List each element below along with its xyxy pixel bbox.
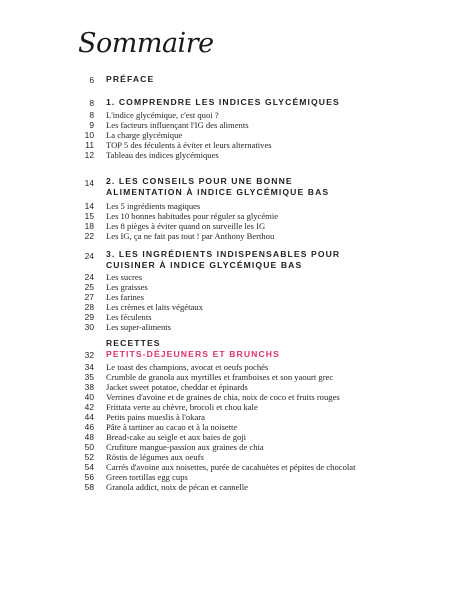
toc-item-label: Tableau des indices glycémiques <box>106 150 219 160</box>
toc-item-page: 30 <box>84 322 94 332</box>
toc-item-label: Les sucres <box>106 272 143 282</box>
toc-item-page: 38 <box>84 382 94 392</box>
toc-item-page: 48 <box>84 432 94 442</box>
recipes-subsection-title: PETITS-DÉJEUNERS ET BRUNCHS <box>106 349 280 359</box>
toc-item-label: Les féculents <box>106 312 152 322</box>
toc-item-page: 56 <box>84 472 94 482</box>
toc-item-page: 42 <box>84 402 94 412</box>
toc-section-page: 24 <box>84 251 94 261</box>
toc-item-label: Carrés d'avoine aux noisettes, purée de cacahuètes et pépites de chocolat <box>106 462 356 472</box>
toc-section-title: 3. LES INGRÉDIENTS INDISPENSABLES POUR CUISINER À INDICE GLYCÉMIQUE BAS <box>106 249 341 270</box>
toc-section-page: 32 <box>84 350 94 360</box>
toc-item-label: Les IG, ça ne fait pas tout ! par Anthony Berthou <box>106 231 275 241</box>
toc-item-label: Bread-cake au seigle et aux baies de goji <box>106 432 247 442</box>
toc-item-page: 22 <box>84 231 94 241</box>
toc-item-label: Green tortillas egg cups <box>106 472 188 482</box>
toc-item-label: Les farines <box>106 292 144 302</box>
toc-item-label: Les super-aliments <box>106 322 171 332</box>
toc-item-label: La charge glycémique <box>106 130 183 140</box>
toc-item-page: 15 <box>84 211 94 221</box>
toc-item-page: 27 <box>84 292 94 302</box>
toc-item-page: 58 <box>84 482 94 492</box>
toc-section-title: 1. COMPRENDRE LES INDICES GLYCÉMIQUES <box>106 97 340 107</box>
toc-item-page: 52 <box>84 452 94 462</box>
toc-item-label: Crufiture mangue-passion aux graines de chia <box>106 442 264 452</box>
toc-item-page: 35 <box>84 372 94 382</box>
toc-item-page: 50 <box>84 442 94 452</box>
toc-item-label: Röstis de légumes aux oeufs <box>106 452 204 462</box>
toc-item-page: 9 <box>89 120 94 130</box>
recipes-heading: RECETTES <box>106 338 161 348</box>
toc-item-label: L'indice glycémique, c'est quoi ? <box>106 110 219 120</box>
toc-section-page: 8 <box>89 98 94 108</box>
toc-section-title: PRÉFACE <box>106 74 155 84</box>
toc-item-page: 12 <box>84 150 94 160</box>
toc-item-label: Les graisses <box>106 282 148 292</box>
toc-item-label: Pâte à tartiner au cacao et à la noisette <box>106 422 238 432</box>
toc-item-label: Verrines d'avoine et de graines de chia, noix de coco et fruits rouges <box>106 392 340 402</box>
toc-item-page: 8 <box>89 110 94 120</box>
toc-item-page: 14 <box>84 201 94 211</box>
toc-item-label: Crumble de granola aux myrtilles et framboises et son yaourt grec <box>106 372 334 382</box>
toc-item-label: Granola addict, noix de pécan et cannelle <box>106 482 248 492</box>
toc-item-page: 54 <box>84 462 94 472</box>
toc-item-page: 46 <box>84 422 94 432</box>
toc-item-label: Jacket sweet potatoe, cheddar et épinards <box>106 382 248 392</box>
toc-item-page: 11 <box>85 140 94 150</box>
toc-item-page: 44 <box>84 412 94 422</box>
toc-section-page: 14 <box>84 178 94 188</box>
toc-item-label: Les crèmes et laits végétaux <box>106 302 203 312</box>
toc-item-page: 28 <box>84 302 94 312</box>
toc-item-label: TOP 5 des féculents à éviter et leurs alternatives <box>106 140 272 150</box>
toc-item-page: 18 <box>84 221 94 231</box>
toc-item-page: 34 <box>84 362 94 372</box>
toc-section-title: 2. LES CONSEILS POUR UNE BONNE ALIMENTATION À INDICE GLYCÉMIQUE BAS <box>106 176 330 197</box>
toc-section-page: 6 <box>89 75 94 85</box>
page-title: Sommaire <box>78 28 214 59</box>
toc-item-page: 29 <box>84 312 94 322</box>
toc-item-label: Le toast des champions, avocat et oeufs pochés <box>106 362 269 372</box>
toc-item-label: Les 5 ingrédients magiques <box>106 201 201 211</box>
toc-item-page: 24 <box>84 272 94 282</box>
toc-item-label: Frittata verte au chèvre, brocoli et chou kale <box>106 402 258 412</box>
toc-item-page: 40 <box>84 392 94 402</box>
toc-item-label: Les facteurs influençant l'IG des aliments <box>106 120 249 130</box>
toc-item-page: 10 <box>84 130 94 140</box>
toc-item-page: 25 <box>84 282 94 292</box>
toc-item-label: Les 8 pièges à éviter quand on surveille les IG <box>106 221 266 231</box>
toc-item-label: Petits pains mueslis à l'okara <box>106 412 205 422</box>
toc-item-label: Les 10 bonnes habitudes pour réguler sa glycémie <box>106 211 279 221</box>
